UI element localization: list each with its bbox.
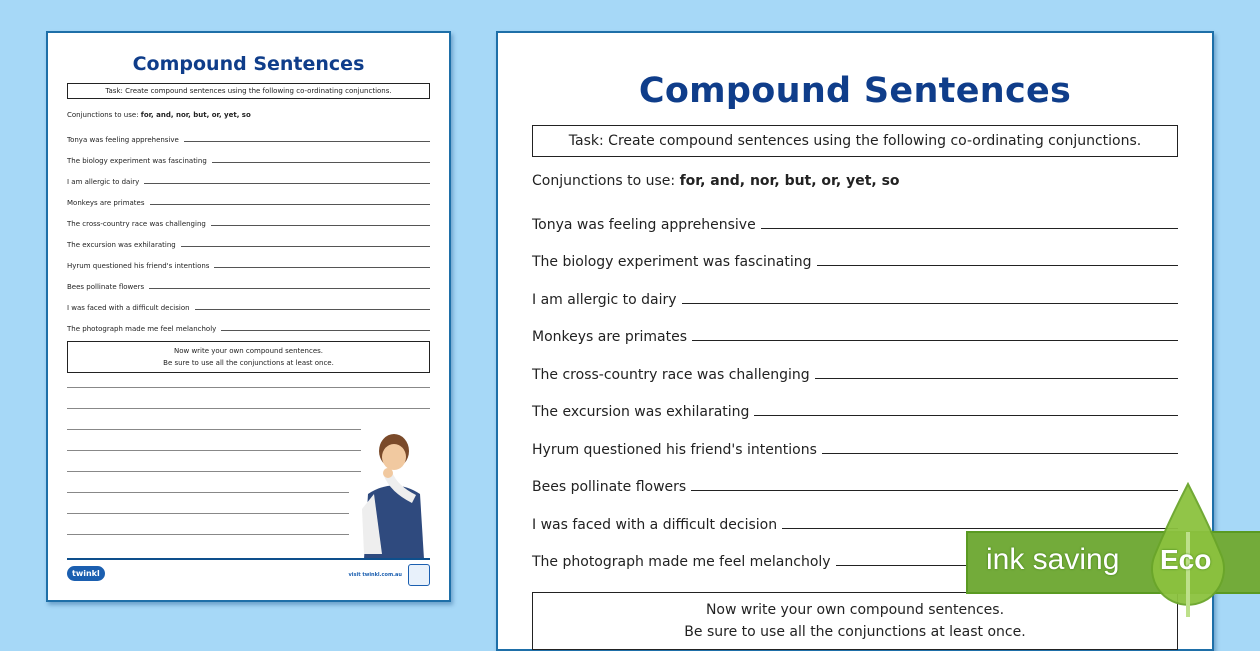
answer-line bbox=[221, 330, 430, 331]
conjunctions-list: for, and, nor, but, or, yet, so bbox=[140, 111, 251, 119]
sentence-row bbox=[532, 233, 1178, 271]
sentence-prompt: Monkeys are primates bbox=[67, 199, 145, 207]
sentence-prompt: The excursion was exhilarating bbox=[67, 241, 176, 249]
answer-line bbox=[782, 528, 1178, 529]
answer-line bbox=[815, 378, 1178, 379]
twinkl-logo: twinkl bbox=[67, 566, 105, 581]
thinking-boy-illustration bbox=[354, 429, 434, 559]
sentence-row bbox=[532, 195, 1178, 233]
sentence-prompt: The photograph made me feel melancholy bbox=[67, 325, 217, 333]
sentence-row bbox=[67, 270, 430, 291]
own-line-2: Be sure to use all the conjunctions at least once. bbox=[163, 359, 334, 367]
sentence-prompt: Bees pollinate flowers bbox=[67, 283, 145, 291]
sentence-row bbox=[67, 207, 430, 228]
sentence-prompt: I was faced with a difficult decision bbox=[67, 304, 190, 312]
answer-line bbox=[754, 415, 1178, 416]
sentence-row bbox=[532, 458, 1178, 496]
conjunctions-line bbox=[67, 111, 449, 119]
answer-line bbox=[150, 204, 430, 205]
sentence-prompt: Tonya was feeling apprehensive bbox=[532, 216, 756, 233]
writing-line bbox=[67, 534, 349, 535]
own-line-2: Be sure to use all the conjunctions at least once. bbox=[684, 624, 1026, 640]
answer-line bbox=[817, 265, 1178, 266]
own-sentences-box bbox=[67, 341, 430, 373]
sentence-row bbox=[67, 291, 430, 312]
answer-line bbox=[212, 162, 430, 163]
own-sentences-box bbox=[532, 592, 1178, 650]
sentence-prompt: I am allergic to dairy bbox=[67, 178, 140, 186]
sentence-row bbox=[67, 165, 430, 186]
writing-line bbox=[67, 492, 349, 493]
writing-line bbox=[67, 408, 430, 409]
own-line-1: Now write your own compound sentences. bbox=[705, 602, 1005, 618]
answer-line bbox=[195, 309, 430, 310]
sentence-row bbox=[532, 495, 1178, 533]
answer-line bbox=[214, 267, 430, 268]
sentence-prompt: I was faced with a difficult decision bbox=[532, 516, 778, 533]
sentence-row bbox=[532, 420, 1178, 458]
sentence-prompt: The biology experiment was fascinating bbox=[67, 157, 207, 165]
writing-line bbox=[67, 471, 361, 472]
sentence-row bbox=[67, 312, 430, 333]
own-line-1: Now write your own compound sentences. bbox=[173, 347, 324, 355]
sentence-row bbox=[532, 308, 1178, 346]
answer-line bbox=[184, 141, 430, 142]
sentence-prompt: I am allergic to dairy bbox=[532, 291, 677, 308]
sentence-row bbox=[532, 345, 1178, 383]
worksheet-title: Compound Sentences bbox=[638, 71, 1072, 111]
writing-line bbox=[67, 450, 361, 451]
sentence-row bbox=[67, 123, 430, 144]
sentence-row bbox=[532, 270, 1178, 308]
sentence-prompt: The photograph made me feel melancholy bbox=[532, 554, 831, 570]
answer-line bbox=[691, 490, 1178, 491]
sentence-row bbox=[67, 144, 430, 165]
worksheet-title: Compound Sentences bbox=[132, 53, 365, 75]
footer bbox=[67, 558, 430, 578]
sentence-prompt: Bees pollinate flowers bbox=[532, 479, 687, 495]
answer-line bbox=[144, 183, 430, 184]
conjunctions-list: for, and, nor, but, or, yet, so bbox=[679, 173, 900, 189]
sentence-rows bbox=[67, 123, 430, 333]
answer-line bbox=[682, 303, 1178, 304]
ink-saving-label: ink saving bbox=[986, 543, 1120, 576]
conjunctions-label: Conjunctions to use: bbox=[532, 173, 680, 189]
sentence-prompt: The cross-country race was challenging bbox=[532, 366, 810, 383]
visit-link[interactable]: visit twinkl.com.au bbox=[348, 572, 402, 578]
sentence-row bbox=[67, 186, 430, 207]
sentence-rows bbox=[532, 195, 1178, 570]
worksheet-thumbnail bbox=[46, 31, 451, 602]
sentence-row bbox=[67, 228, 430, 249]
answer-line bbox=[761, 228, 1178, 229]
quality-badge-icon bbox=[408, 564, 430, 586]
sentence-prompt: Hyrum questioned his friend's intentions bbox=[67, 262, 210, 270]
conjunctions-line bbox=[532, 173, 1212, 189]
answer-line bbox=[822, 453, 1178, 454]
task-box: Task: Create compound sentences using the following co-ordinating conjunctions. bbox=[532, 125, 1178, 157]
writing-line bbox=[67, 429, 361, 430]
sentence-prompt: Monkeys are primates bbox=[532, 329, 688, 345]
answer-line bbox=[181, 246, 430, 247]
eco-badge: Eco bbox=[1160, 544, 1212, 575]
answer-line bbox=[149, 288, 430, 289]
writing-line bbox=[67, 387, 430, 388]
sentence-row bbox=[67, 249, 430, 270]
sentence-prompt: The biology experiment was fascinating bbox=[532, 254, 812, 270]
answer-line bbox=[692, 340, 1178, 341]
conjunctions-label: Conjunctions to use: bbox=[67, 111, 141, 119]
sentence-row bbox=[532, 383, 1178, 421]
sentence-prompt: Hyrum questioned his friend's intentions bbox=[532, 441, 817, 458]
sentence-prompt: The excursion was exhilarating bbox=[532, 404, 750, 420]
task-box: Task: Create compound sentences using the following co-ordinating conjunctions. bbox=[67, 83, 430, 99]
answer-line bbox=[211, 225, 430, 226]
sentence-prompt: The cross-country race was challenging bbox=[67, 220, 206, 228]
writing-line bbox=[67, 513, 349, 514]
sentence-prompt: Tonya was feeling apprehensive bbox=[67, 136, 179, 144]
